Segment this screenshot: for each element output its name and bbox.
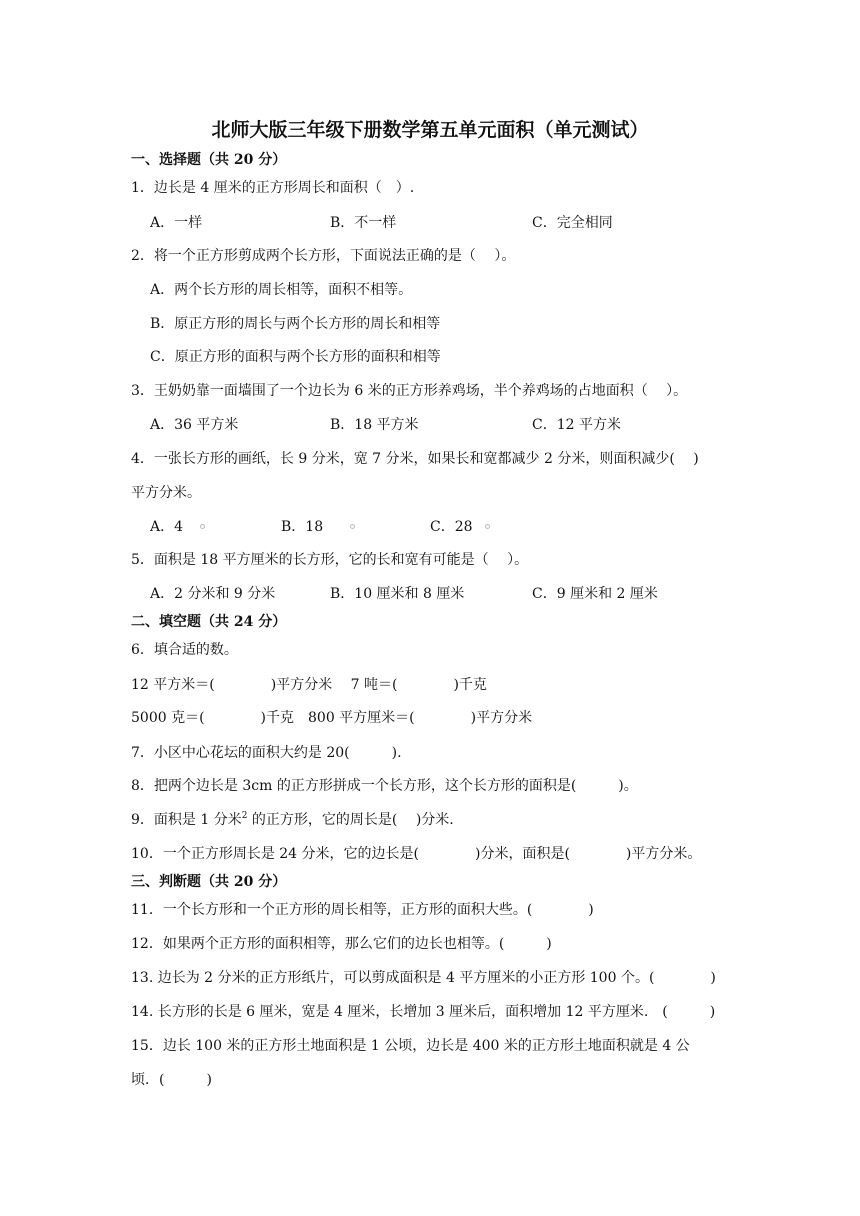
q4-option-c: C．28 — [430, 519, 473, 535]
question-15: 15．边长 100 米的正方形土地面积是 1 公顷，边长是 400 米的正方形土地面积就是 4 公 — [131, 1038, 690, 1054]
q9-text-post: 的正方形，它的周长是( )分米. — [247, 812, 454, 828]
question-9 — [131, 810, 454, 830]
question-4: 4．一张长方形的画纸，长 9 分米，宽 7 分米，如果长和宽都减少 2 分米，则面积减少( ) — [131, 451, 699, 467]
q9-superscript: 2 — [241, 811, 248, 821]
q2-option-b: B．原正方形的周长与两个长方形的周长和相等 — [150, 316, 441, 332]
question-10: 10．一个正方形周长是 24 分米，它的边长是( )分米，面积是( )平方分米。 — [131, 846, 702, 862]
q2-option-a: A．两个长方形的周长相等，面积不相等。 — [150, 282, 413, 298]
question-1: 1．边长是 4 厘米的正方形周长和面积（ ）. — [131, 180, 415, 196]
question-4-continued: 平方分米。 — [131, 485, 201, 501]
question-11: 11．一个长方形和一个正方形的周长相等，正方形的面积大些。( ) — [131, 902, 594, 918]
q3-option-c: C．12 平方米 — [532, 417, 621, 433]
question-12: 12．如果两个正方形的面积相等，那么它们的边长也相等。( ) — [131, 936, 552, 952]
q3-option-a: A．36 平方米 — [150, 417, 239, 433]
page-title: 北师大版三年级下册数学第五单元面积（单元测试） — [211, 119, 649, 141]
dot-mark — [350, 524, 355, 529]
q1-option-b: B．不一样 — [330, 215, 397, 231]
q4-option-b: B．18 — [281, 519, 324, 535]
q1-option-c: C．完全相同 — [532, 215, 613, 231]
section-heading-judge: 三、判断题（共 20 分） — [131, 874, 287, 890]
question-3: 3．王奶奶靠一面墙围了一个边长为 6 米的正方形养鸡场，半个养鸡场的占地面积（ ）。 — [131, 383, 688, 399]
question-15-continued: 顷．( ) — [131, 1072, 212, 1088]
question-5: 5．面积是 18 平方厘米的长方形，它的长和宽有可能是（ ）。 — [131, 552, 529, 568]
question-7: 7．小区中心花坛的面积大约是 20( ). — [131, 745, 402, 761]
question-14: 14. 长方形的长是 6 厘米，宽是 4 厘米，长增加 3 厘米后，面积增加 12 平方厘米. ( ) — [131, 1004, 716, 1020]
q4-option-a: A．4 — [150, 519, 184, 535]
section-heading-choice: 一、选择题（共 20 分） — [131, 152, 287, 168]
question-2: 2．将一个正方形剪成两个长方形，下面说法正确的是（ ）。 — [131, 248, 516, 264]
question-6: 6．填合适的数。 — [131, 642, 238, 658]
q5-option-c: C．9 厘米和 2 厘米 — [532, 586, 658, 602]
question-6-row-2: 5000 克＝( )千克 800 平方厘米＝( )平方分米 — [131, 710, 533, 726]
question-8: 8．把两个边长是 3cm 的正方形拼成一个长方形，这个长方形的面积是( )。 — [131, 778, 638, 794]
q3-option-b: B．18 平方米 — [330, 417, 419, 433]
q9-text-pre: 9．面积是 1 分米 — [131, 812, 242, 828]
question-13: 13. 边长为 2 分米的正方形纸片，可以剪成面积是 4 平方厘米的小正方形 100 个。( ) — [131, 970, 716, 986]
q2-option-c: C．原正方形的面积与两个长方形的面积和相等 — [150, 349, 441, 365]
dot-mark — [485, 524, 490, 529]
section-heading-fill: 二、填空题（共 24 分） — [131, 614, 287, 630]
q1-option-a: A．一样 — [150, 215, 203, 231]
q5-option-b: B．10 厘米和 8 厘米 — [330, 586, 465, 602]
dot-mark — [200, 524, 205, 529]
q5-option-a: A．2 分米和 9 分米 — [150, 586, 276, 602]
question-6-row-1: 12 平方米＝( )平方分米 7 吨＝( )千克 — [131, 677, 487, 693]
